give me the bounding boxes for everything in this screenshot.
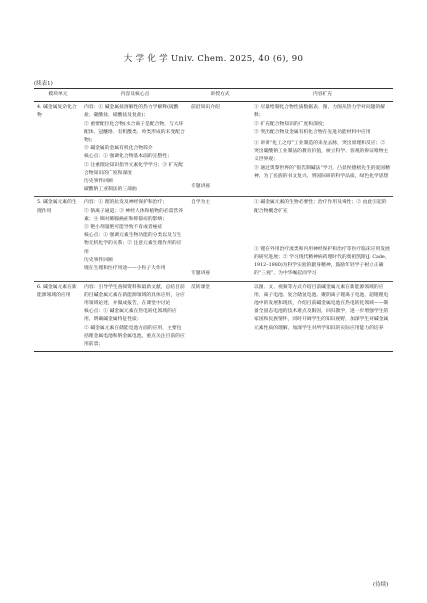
- content-line: ⑤ 铯小剂量铯可能导致不育或者癌症: [84, 225, 163, 231]
- to-be-continued-label: (待续): [373, 582, 389, 588]
- content-line: ③ 碱金属的金属有机化合物简介: [84, 146, 153, 152]
- content-line: ② 碱金属元素在储能电池方面的应用，主要包括锂金属电池和钠金属电池，重点关注目前的应用前景；: [84, 325, 185, 348]
- method-line: 专题讲座: [191, 270, 211, 276]
- content-line: ② 注重理论知识指导元素化学学习；③ 扩充配合物知识的广度和深度: [84, 162, 183, 176]
- content-line: 历史事件回顾: [84, 257, 113, 263]
- method-cell: [188, 102, 251, 197]
- extension-line: ③ 通过奥黎世界的“很氏制碱法”学习，凸显侯德榜先生的爱国精神，为了民族的书文复兴，到国际研的科学品质，绿色化学思想: [254, 165, 390, 179]
- table-header-row: [34, 89, 393, 102]
- content-line: 核心点：① 碱金属元素在热电转化领域的应用，明确碱金属特征性质；: [84, 309, 177, 323]
- content-line: 内容：① 理的抗发及神经保护和治疗；: [84, 200, 168, 206]
- method-cell: [188, 197, 251, 281]
- extension-line: ① 锂在外用治疗流类和内用神经保护和治疗等医疗临床应用发展的研究进展；② 学习现代精神病药理时代的奥祖凯斯(J. Cade, 1912–1980)为科学实验的献身精神，鼓励年轻学子树立正确的“三观”，为中华崛起而学习: [254, 246, 390, 277]
- extension-line: ① 碱金属元素的生物必要性；治疗作用及毒性；② 由此引起的配合物概念扩充: [254, 200, 387, 214]
- content-table: [34, 88, 393, 352]
- content-line: 碳酸钠工业制法的三部曲: [84, 187, 137, 193]
- module-cell: 5. 碱金属元素的生理作用: [34, 197, 81, 281]
- extension-cell: [251, 102, 393, 197]
- module-cell: 6. 碱金属元素在新能源领域的应用: [34, 281, 81, 352]
- content-cell: [81, 281, 188, 352]
- extension-line: ① 讲讲“化工之母”工业制造的来龙去脉，突出原理和反应；② 突出碳酸钠工业制法的教育价值，树立科学、客观的辩证唯物主义世界观；: [254, 141, 389, 163]
- content-line: 锂在生理和医疗用途——小粒子大作用: [84, 266, 166, 272]
- content-line: 核心点：① 强调元素生物功能的分类以及与生物无机化学的关系；② 注意元素生理作用的应用: [84, 233, 182, 255]
- method-line: 反转课堂: [191, 284, 211, 290]
- content-cell: [81, 102, 188, 197]
- extension-cell: [251, 281, 393, 352]
- content-cell: [81, 197, 188, 281]
- method-line: 自学为主: [191, 200, 211, 206]
- method-cell: [188, 281, 251, 352]
- content-line: 内容：引导学生查阅资料和最新文献，总结目前的目碱金属元素在新能源领域的具体应用，分应用领域论述，并做成报告，在课堂中讨论: [84, 284, 185, 307]
- header-content: 内容及核心点: [81, 89, 188, 102]
- header-extension: 内容扩充: [251, 89, 393, 102]
- content-line: 核心点：① 强调化合物基本面的完整性；: [84, 154, 172, 160]
- header-module: 模块单元: [34, 89, 81, 102]
- content-line: 内容：① 碱金属盐溶解性的热力学解释(硫酸盐、碳酸盐、硝酸盐及复盐)；: [84, 105, 179, 119]
- method-line: 前沿知识介绍: [191, 105, 220, 111]
- extension-cell: [251, 197, 393, 281]
- header-method: 讲授方式: [188, 89, 251, 102]
- journal-header: 大 学 化 学 Univ. Chem. 2025, 40 (6), 90: [123, 54, 304, 64]
- module-cell: 4. 碱金属复杂化合物: [34, 102, 81, 197]
- continued-label: (续表1): [34, 81, 53, 87]
- extension-line: 以图、文、视频等方式介绍目前碱金属元素在新能源领域的应用，离子电池、复合储氢电池、聚阴离子锂离子电池、超锂锂电池中的发展和现状，介绍目前碱金属电池在热电转化领域——制备全固态电池的技术难点及限因，回归教学，进一步增强学生的家国和民族情怀，同时开阔学生的知识视野，加深学生对碱金属元素性质的理解，加深学生对所学知识的实际应用能力的培养: [254, 284, 389, 331]
- content-line: ② 钠离子通道；③ 神经人体和植物的必需营养素；④ 铷对肺腺癌症和抑郁症的影响；: [84, 208, 183, 222]
- table-row: [34, 197, 393, 281]
- extension-line: ③ 突出配合物及金属有机化合物在先进功能材料中应用: [254, 129, 371, 135]
- extension-line: ② 扩充配合物知识的广度和深度；: [254, 121, 328, 127]
- content-line: ② 重要配位化合物(水合离子是配合物，与大环配体、冠醚络、有机酸类、呤类形成的未变配合物)；: [84, 121, 185, 144]
- content-line: 历史事件回顾: [84, 179, 113, 185]
- table-row: [34, 281, 393, 352]
- table-row: [34, 102, 393, 197]
- extension-line: ① 尽量给制化合物性质数据表、图，力图从热力学对问题的解释；: [254, 105, 386, 119]
- method-line: 专题讲座: [191, 184, 211, 190]
